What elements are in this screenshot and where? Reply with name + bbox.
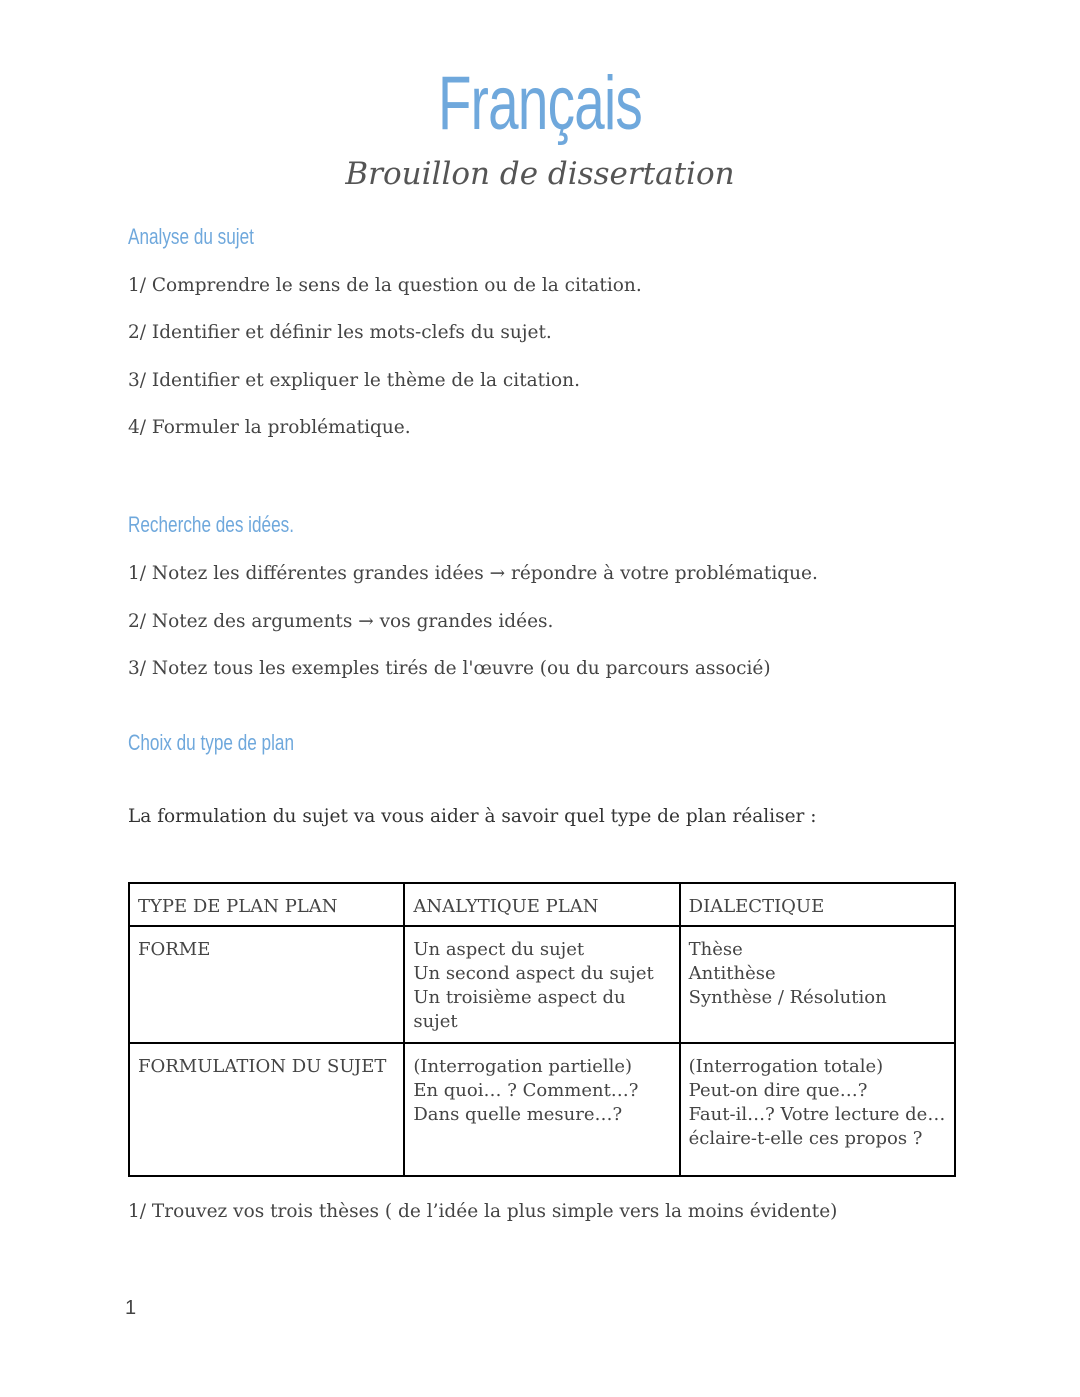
cell-line: Antithèse [688,963,776,984]
cell-line: Thèse [688,939,743,960]
list-item: 4/ Formuler la problématique. [128,417,411,438]
plan-intro: La formulation du sujet va vous aider à savoir quel type de plan réaliser : [128,806,817,827]
section-heading-plan: Choix du type de plan [128,730,295,755]
plan-table [128,882,956,1177]
cell-line: Un aspect du sujet [413,939,585,960]
cell-line: Un second aspect du sujet [413,963,654,984]
after-table-text: 1/ Trouvez vos trois thèses ( de l’idée la plus simple vers la moins évidente) [128,1201,838,1222]
table-cell: DIALECTIQUE [680,883,955,926]
section-heading-recherche: Recherche des idées. [128,512,294,537]
list-item: 2/ Identifier et définir les mots-clefs du sujet. [128,322,552,343]
list-item: 3/ Notez tous les exemples tirés de l'œuvre (ou du parcours associé) [128,658,771,679]
list-item: 3/ Identifier et expliquer le thème de la citation. [128,370,580,391]
cell-line: Faut-il…? Votre lecture de… éclaire-t-elle ces propos ? [688,1104,946,1149]
table-cell: FORMULATION DU SUJET [129,1043,404,1176]
cell-line: Peut-on dire que…? [688,1080,868,1101]
list-item: 2/ Notez des arguments → vos grandes idées. [128,611,554,632]
table-cell: TYPE DE PLAN PLAN [129,883,404,926]
cell-line: (Interrogation totale) [688,1056,884,1077]
page-number: 1 [125,1297,137,1319]
document-title: Français [437,61,643,146]
table-row [129,1043,955,1176]
cell-line: Dans quelle mesure…? [413,1104,623,1125]
table-row [129,883,955,926]
table-cell [404,1043,679,1176]
list-item: 1/ Comprendre le sens de la question ou de la citation. [128,275,642,296]
document-subtitle: Brouillon de dissertation [345,156,735,192]
table-cell: ANALYTIQUE PLAN [404,883,679,926]
table-cell [680,926,955,1043]
cell-line: (Interrogation partielle) [413,1056,633,1077]
table-row [129,926,955,1043]
table-cell [680,1043,955,1176]
list-item: 1/ Notez les différentes grandes idées → répondre à votre problématique. [128,563,818,584]
cell-line: En quoi… ? Comment…? [413,1080,639,1101]
section-heading-analyse: Analyse du sujet [128,224,254,249]
table-cell: FORME [129,926,404,1043]
cell-line: Synthèse / Résolution [688,987,887,1008]
cell-line: Un troisième aspect du sujet [413,987,626,1032]
table-cell [404,926,679,1043]
